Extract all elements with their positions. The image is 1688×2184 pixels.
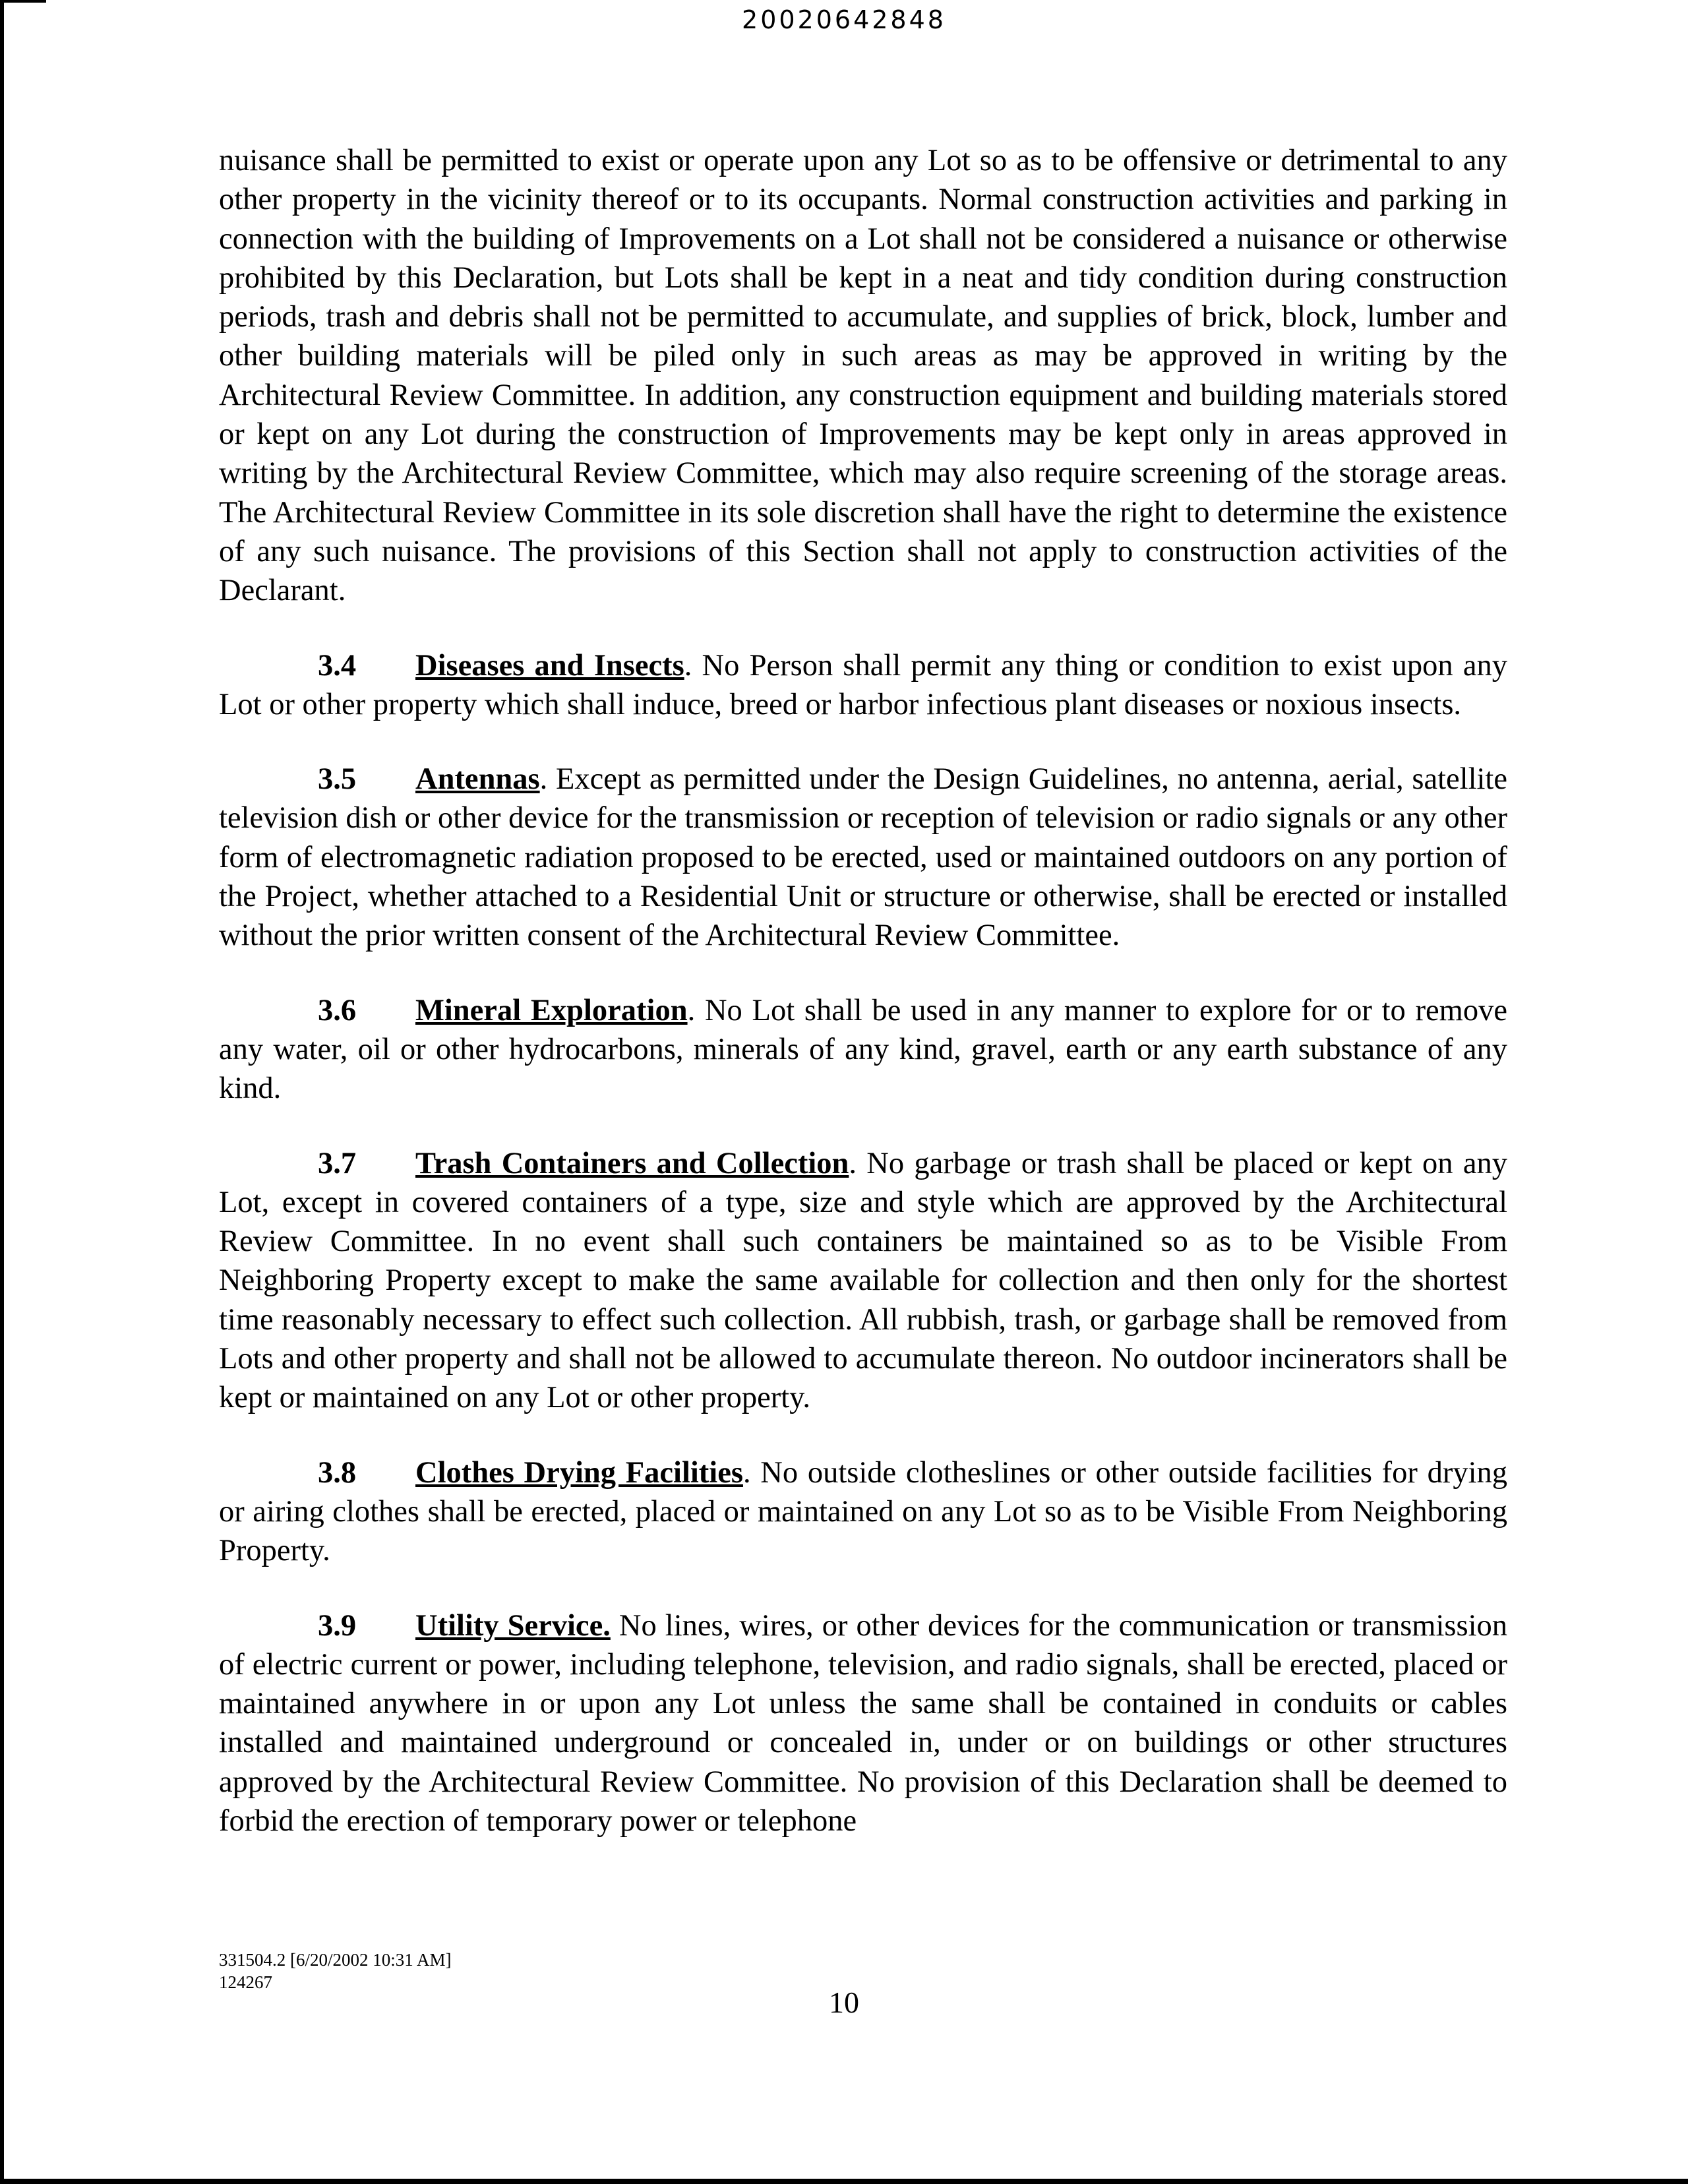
section-3-5	[219, 760, 1507, 955]
section-number: 3.5	[318, 762, 357, 797]
section-3-7	[219, 1144, 1507, 1418]
page-body	[219, 141, 1507, 1876]
section-heading: Antennas	[415, 762, 540, 797]
section-text: . Except as permitted under the Design Guidelines, no antenna, aerial, satellite television dish or other device for the transmission or reception of television or radio signals or any other form of electromagnetic radiation proposed to be erected, used or maintained outdoors on any portion of the Project, whether attached to a Residential Unit or structure or otherwise, shall be erected or installed without the prior written consent of the Architectural Review Committee.	[219, 762, 1507, 953]
section-3-8	[219, 1453, 1507, 1571]
section-text: . No garbage or trash shall be placed or kept on any Lot, except in covered containers of a type, size and style which are approved by the Architectural Review Committee. In no event shall such containers be maintained so as to be Visible From Neighboring Property except to make the same available for collection and then only for the shortest time reasonably necessary to effect such collection. All rubbish, trash, or garbage shall be removed from Lots and other property and shall not be allowed to accumulate thereon. No outdoor incinerators shall be kept or maintained on any Lot or other property.	[219, 1146, 1507, 1415]
section-heading: Mineral Exploration	[415, 993, 688, 1027]
scan-edge-bottom	[0, 2179, 1688, 2184]
section-3-9	[219, 1606, 1507, 1841]
section-text: . No outside clotheslines or other outside facilities for drying or airing clothes shall be erected, placed or maintained on any Lot so as to be Visible From Neighboring Property.	[219, 1455, 1507, 1568]
section-heading: Utility Service.	[415, 1608, 611, 1643]
scan-edge-left	[0, 0, 4, 2184]
section-text: . No Lot shall be used in any manner to explore for or to remove any water, oil or other hydrocarbons, minerals of any kind, gravel, earth or any earth substance of any kind.	[219, 993, 1507, 1106]
scan-edge-top	[0, 0, 46, 3]
footer-ref-line-2: 124267	[219, 1972, 272, 1992]
section-heading: Diseases and Insects	[415, 648, 684, 682]
section-heading: Trash Containers and Collection	[415, 1146, 849, 1180]
footer-ref-line-1: 331504.2 [6/20/2002 10:31 AM]	[219, 1950, 452, 1970]
page-number: 10	[829, 1986, 859, 2019]
section-number: 3.9	[318, 1608, 357, 1643]
section-heading: Clothes Drying Facilities	[415, 1455, 743, 1490]
section-3-4	[219, 646, 1507, 725]
intro-paragraph: nuisance shall be permitted to exist or operate upon any Lot so as to be offensive or detrimental to any other property in the vicinity thereof or to its occupants. Normal construction activities and parking in connection with the building of Improvements on a Lot shall not be considered a nuisance or otherwise prohibited by this Declaration, but Lots shall be kept in a neat and tidy condition during construction periods, trash and debris shall not be permitted to accumulate, and supplies of brick, block, lumber and other building materials will be piled only in such areas as may be approved in writing by the Architectural Review Committee. In addition, any construction equipment and building materials stored or kept on any Lot during the construction of Improvements may be kept only in areas approved in writing by the Architectural Review Committee, which may also require screening of the storage areas. The Architectural Review Committee in its sole discretion shall have the right to determine the existence of any such nuisance. The provisions of this Section shall not apply to construction activities of the Declarant.	[219, 144, 1507, 608]
section-3-6	[219, 991, 1507, 1108]
section-text: . No Person shall permit any thing or condition to exist upon any Lot or other property which shall induce, breed or harbor infectious plant diseases or noxious insects.	[219, 648, 1508, 721]
section-number: 3.8	[318, 1455, 357, 1490]
section-number: 3.6	[318, 993, 357, 1027]
document-number: 20020642848	[742, 5, 946, 34]
section-number: 3.7	[318, 1146, 357, 1180]
section-text: No lines, wires, or other devices for the communication or transmission of electric current or power, including telephone, television, and radio signals, shall be erected, placed or maintained anywhere in or upon any Lot unless the same shall be contained in conduits or cables installed and maintained underground or concealed in, under or on buildings or other structures approved by the Architectural Review Committee. No provision of this Declaration shall be deemed to forbid the erection of temporary power or telephone	[219, 1608, 1507, 1838]
section-number: 3.4	[318, 648, 357, 682]
